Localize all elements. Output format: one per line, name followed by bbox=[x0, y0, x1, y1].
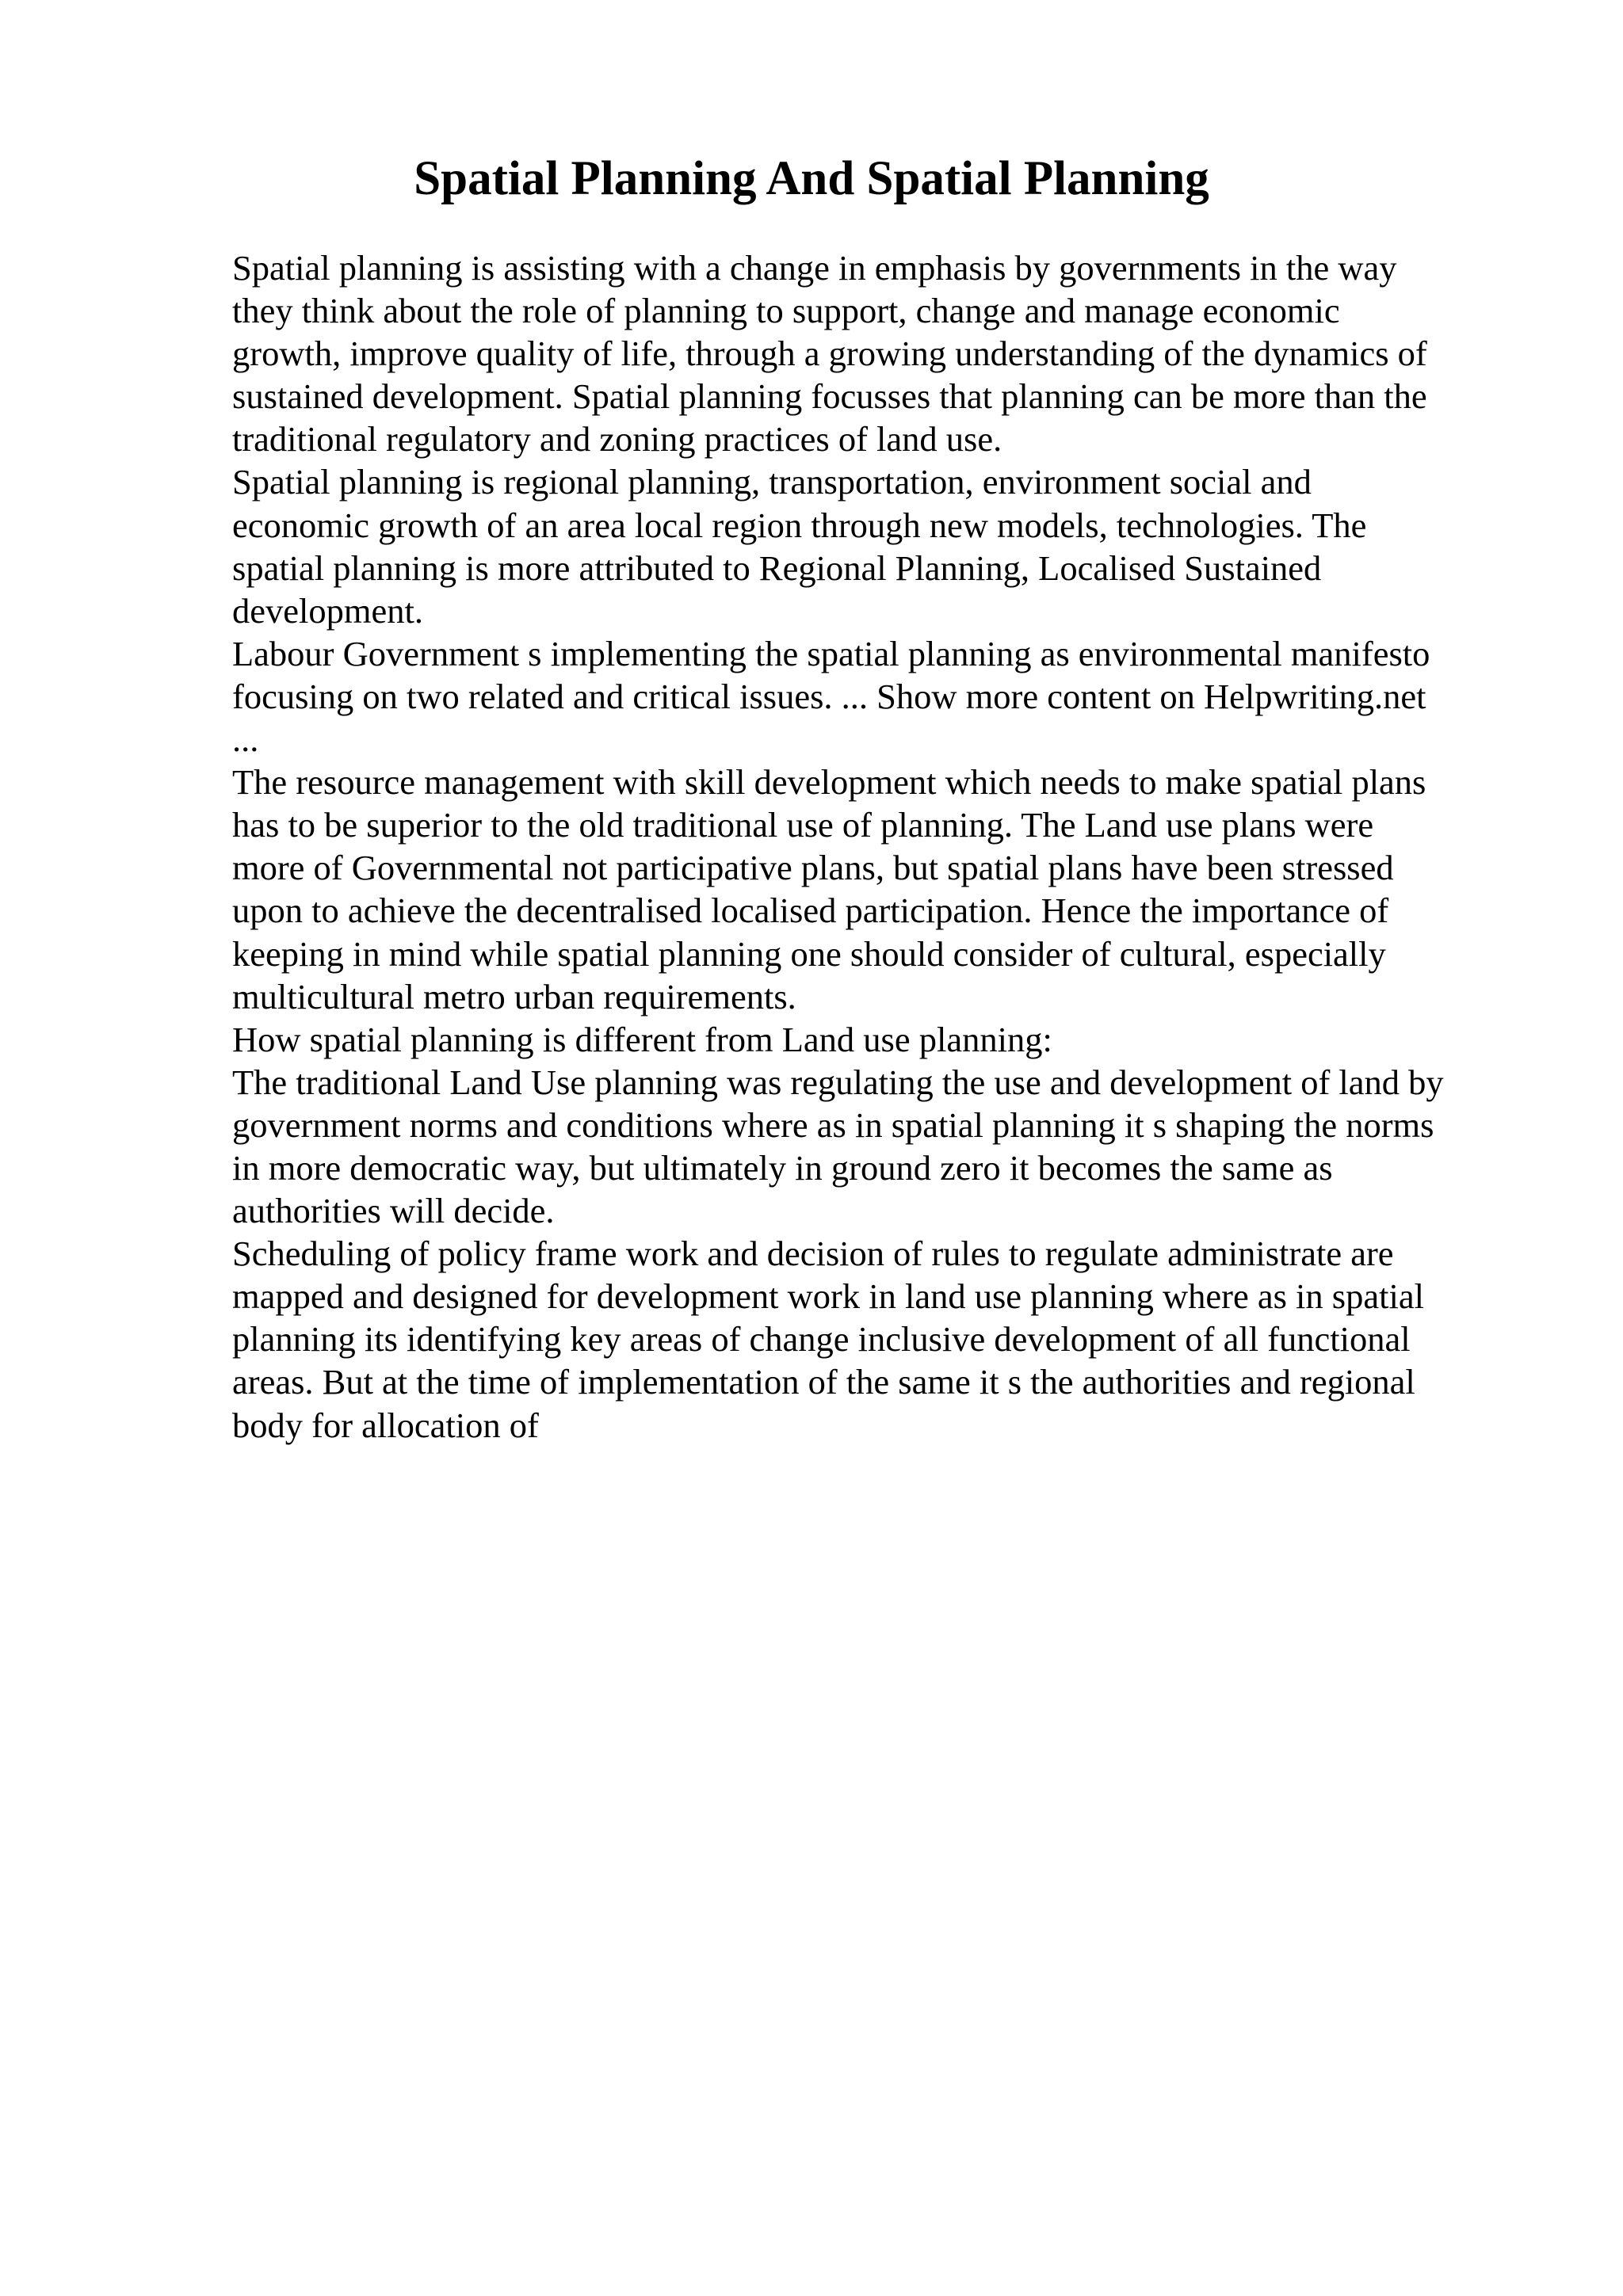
text-line: government norms and conditions where as in spatial planning it s shaping the norms bbox=[232, 1104, 1434, 1145]
text-line: Labour Government s implementing the spatial planning as environmental manifesto bbox=[232, 633, 1430, 673]
text-line: traditional regulatory and zoning practices of land use. bbox=[232, 419, 1002, 460]
text-line: mapped and designed for development work in land use planning where as in spatial bbox=[232, 1276, 1424, 1317]
text-line: sustained development. Spatial planning focusses that planning can be more than the bbox=[232, 376, 1427, 417]
text-line: economic growth of an area local region through new models, technologies. The bbox=[232, 505, 1367, 545]
text-line: upon to achieve the decentralised localised participation. Hence the importance of bbox=[232, 891, 1389, 931]
text-line: focusing on two related and critical issues. ... Show more content on Helpwriting.net bbox=[232, 676, 1426, 716]
text-line: keeping in mind while spatial planning one should consider of cultural, especially bbox=[232, 933, 1386, 974]
document-body bbox=[232, 246, 1532, 1447]
text-line: Scheduling of policy frame work and decision of rules to regulate administrate are bbox=[232, 1234, 1394, 1274]
text-line: planning its identifying key areas of change inclusive development of all functional bbox=[232, 1319, 1411, 1360]
text-line: ... bbox=[232, 719, 259, 760]
text-line: multicultural metro urban requirements. bbox=[232, 976, 796, 1016]
text-line: Spatial planning is assisting with a change in emphasis by governments in the way bbox=[232, 248, 1397, 288]
page-title: Spatial Planning And Spatial Planning bbox=[414, 152, 1209, 205]
text-line: The resource management with skill development which needs to make spatial plans bbox=[232, 762, 1426, 803]
text-line: body for allocation of bbox=[232, 1405, 539, 1445]
text-line: has to be superior to the old traditional use of planning. The Land use plans were bbox=[232, 805, 1374, 845]
text-line: in more democratic way, but ultimately in ground zero it becomes the same as bbox=[232, 1147, 1333, 1188]
text-line: authorities will decide. bbox=[232, 1191, 555, 1231]
text-line: spatial planning is more attributed to Regional Planning, Localised Sustained bbox=[232, 547, 1322, 588]
text-line: Spatial planning is regional planning, transportation, environment social and bbox=[232, 462, 1312, 502]
text-line: they think about the role of planning to support, change and manage economic bbox=[232, 291, 1340, 331]
text-line: The traditional Land Use planning was regulating the use and development of land by bbox=[232, 1062, 1444, 1102]
text-line: development. bbox=[232, 590, 423, 631]
text-line: areas. But at the time of implementation of the same it s the authorities and regional bbox=[232, 1362, 1415, 1402]
text-line: growth, improve quality of life, through a growing understanding of the dynamics of bbox=[232, 334, 1427, 374]
text-line: How spatial planning is different from Land use planning: bbox=[232, 1019, 1052, 1059]
text-line: more of Governmental not participative plans, but spatial plans have been stressed bbox=[232, 848, 1394, 888]
